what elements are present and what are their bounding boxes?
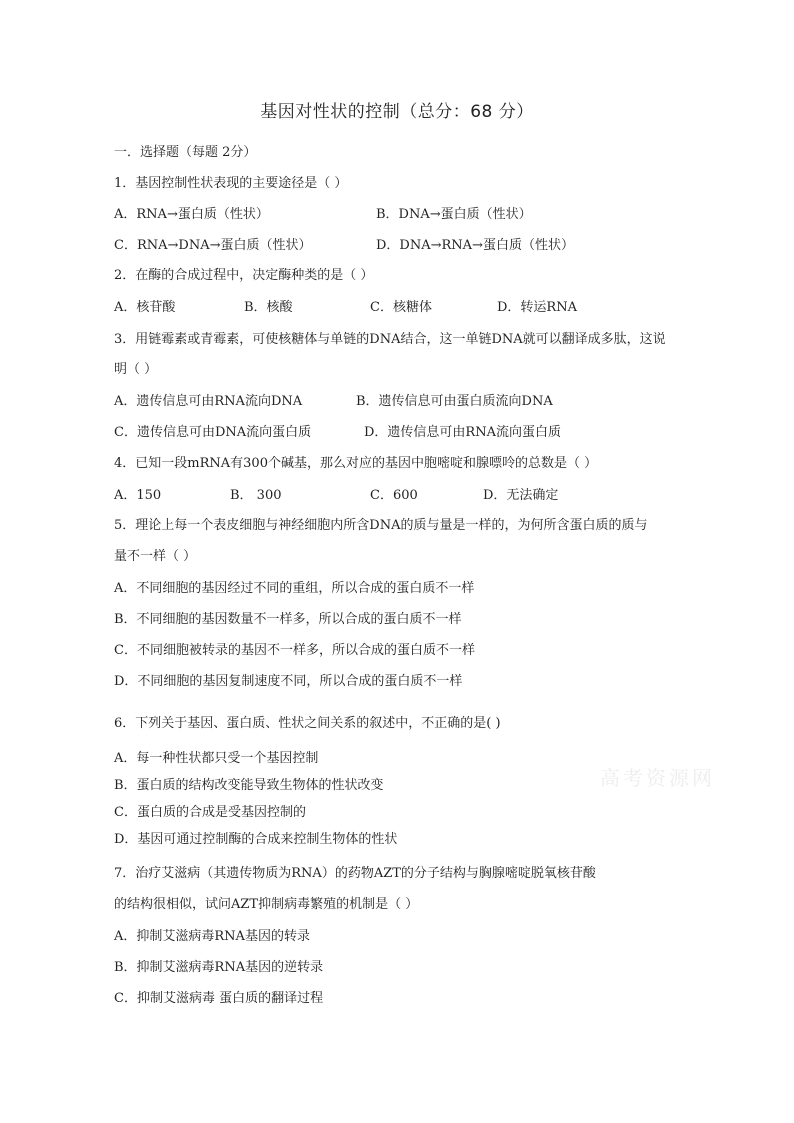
q7-option-c: C．抑制艾滋病毒 蛋白质的翻译过程 [114, 991, 324, 1006]
q2-option-a: A．核苷酸 [114, 300, 176, 315]
question-3-stem-line-2: 明（ ） [114, 362, 158, 377]
q2-option-c: C．核糖体 [370, 300, 432, 315]
page-title: 基因对性状的控制（总分：68 分） [260, 102, 534, 122]
q1-option-b: B．DNA→蛋白质（性状） [376, 207, 532, 222]
q6-option-c: C．蛋白质的合成是受基因控制的 [114, 805, 306, 820]
q3-option-c: C．遗传信息可由DNA流向蛋白质 [114, 425, 312, 440]
question-1-stem: 1．基因控制性状表现的主要途径是（ ） [114, 176, 348, 191]
q3-option-a: A．遗传信息可由RNA流向DNA [114, 394, 303, 409]
q1-option-a: A．RNA→蛋白质（性状） [114, 207, 269, 222]
q6-option-d: D．基因可通过控制酶的合成来控制生物体的性状 [114, 832, 398, 847]
q1-option-c: C．RNA→DNA→蛋白质（性状） [114, 238, 312, 253]
question-5-stem-line-1: 5．理论上每一个表皮细胞与神经细胞内所含DNA的质与量是一样的，为何所含蛋白质的质与 [114, 518, 648, 533]
question-4-stem: 4．已知一段mRNA有300个碱基，那么对应的基因中胞嘧啶和腺嘌呤的总数是（ ） [114, 456, 598, 471]
q3-option-b: B．遗传信息可由蛋白质流向DNA [356, 394, 553, 409]
q4-option-b: B． 300 [230, 488, 282, 503]
q1-option-d: D．DNA→RNA→蛋白质（性状） [376, 238, 574, 253]
q3-option-d: D．遗传信息可由RNA流向蛋白质 [364, 425, 561, 440]
q2-option-b: B．核酸 [244, 300, 293, 315]
question-2-stem: 2．在酶的合成过程中，决定酶种类的是（ ） [114, 268, 374, 283]
q5-option-a: A．不同细胞的基因经过不同的重组，所以合成的蛋白质不一样 [114, 581, 475, 596]
watermark: 高考资源网 [600, 766, 715, 790]
q5-option-d: D．不同细胞的基因复制速度不同，所以合成的蛋白质不一样 [114, 674, 463, 689]
q5-option-c: C．不同细胞被转录的基因不一样多，所以合成的蛋白质不一样 [114, 643, 475, 658]
q4-option-d: D．无法确定 [483, 488, 559, 503]
section-heading: 一．选择题（每题 2分） [114, 145, 257, 160]
question-7-stem-line-2: 的结构很相似，试问AZT抑制病毒繁殖的机制是（ ） [114, 897, 419, 912]
q4-option-c: C．600 [370, 488, 418, 503]
q7-option-a: A．抑制艾滋病毒RNA基因的转录 [114, 929, 310, 944]
q6-option-a: A．每一种性状都只受一个基因控制 [114, 751, 319, 766]
q5-option-b: B．不同细胞的基因数量不一样多，所以合成的蛋白质不一样 [114, 612, 462, 627]
question-3-stem-line-1: 3．用链霉素或青霉素，可使核糖体与单链的DNA结合，这一单链DNA就可以翻译成多肽，这说 [114, 332, 666, 347]
q6-option-b: B．蛋白质的结构改变能导致生物体的性状改变 [114, 778, 384, 793]
q4-option-a: A．150 [114, 488, 162, 503]
question-5-stem-line-2: 量不一样（ ） [114, 549, 197, 564]
question-6-stem: 6．下列关于基因、蛋白质、性状之间关系的叙述中，不正确的是( ) [114, 716, 501, 731]
q2-option-d: D．转运RNA [497, 300, 577, 315]
question-7-stem-line-1: 7．治疗艾滋病（其遗传物质为RNA）的药物AZT的分子结构与胸腺嘧啶脱氧核苷酸 [114, 866, 596, 881]
q7-option-b: B．抑制艾滋病毒RNA基因的逆转录 [114, 960, 324, 975]
